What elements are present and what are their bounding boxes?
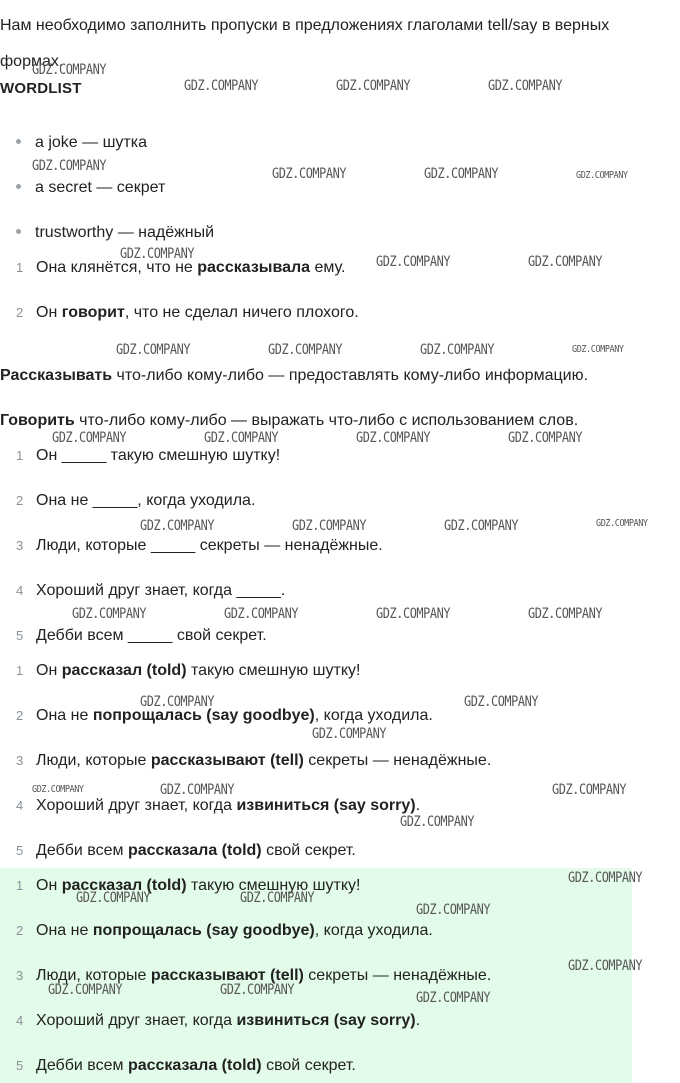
watermark-text: GDZ.COMPANY xyxy=(116,342,191,358)
highlighted-answer-row: 2 Она не попрощалась (say goodbye), когда уходила. xyxy=(16,922,433,939)
watermark-text: GDZ.COMPANY xyxy=(76,890,151,906)
watermark-text: GDZ.COMPANY xyxy=(120,246,195,262)
answer-row: 2 Она не попрощалась (say goodbye), когда уходила. xyxy=(16,707,433,724)
watermark-text: GDZ.COMPANY xyxy=(400,814,475,830)
task-row: 2 Она не _____, когда уходила. xyxy=(16,492,256,509)
watermark-text: GDZ.COMPANY xyxy=(220,982,295,998)
watermark-text: GDZ.COMPANY xyxy=(552,782,627,798)
watermark-text: GDZ.COMPANY xyxy=(32,62,107,78)
answer-row: 3 Люди, которые рассказывают (tell) секреты — ненадёжные. xyxy=(16,752,492,769)
watermark-text: GDZ.COMPANY xyxy=(572,344,624,355)
watermark-text: GDZ.COMPANY xyxy=(424,166,499,182)
watermark-text: GDZ.COMPANY xyxy=(272,166,347,182)
watermark-text: GDZ.COMPANY xyxy=(420,342,495,358)
watermark-text: GDZ.COMPANY xyxy=(356,430,431,446)
watermark-text: GDZ.COMPANY xyxy=(596,518,648,529)
watermark-text: GDZ.COMPANY xyxy=(568,958,643,974)
watermark-text: GDZ.COMPANY xyxy=(576,170,628,181)
watermark-text: GDZ.COMPANY xyxy=(416,902,491,918)
watermark-text: GDZ.COMPANY xyxy=(48,982,123,998)
watermark-text: GDZ.COMPANY xyxy=(488,78,563,94)
highlighted-answer-row: 4 Хороший друг знает, когда извиниться (say sorry). xyxy=(16,1012,421,1029)
watermark-text: GDZ.COMPANY xyxy=(336,78,411,94)
watermark-text: GDZ.COMPANY xyxy=(376,254,451,270)
watermark-text: GDZ.COMPANY xyxy=(292,518,367,534)
watermark-text: GDZ.COMPANY xyxy=(416,990,491,1006)
answer-row: 1 Он рассказал (told) такую смешную шутку! xyxy=(16,662,361,679)
highlighted-answer-row: 1 Он рассказал (told) такую смешную шутку! xyxy=(16,877,361,894)
watermark-text: GDZ.COMPANY xyxy=(140,694,215,710)
watermark-text: GDZ.COMPANY xyxy=(508,430,583,446)
wordlist-title: WORDLIST xyxy=(0,80,82,97)
watermark-text: GDZ.COMPANY xyxy=(32,158,107,174)
task-row: 1 Он _____ такую смешную шутку! xyxy=(16,447,281,464)
example-row: 1 Она клянётся, что не рассказывала ему. xyxy=(16,259,346,276)
watermark-text: GDZ.COMPANY xyxy=(52,430,127,446)
example-row: 2 Он говорит, что не сделал ничего плохого. xyxy=(16,304,359,321)
watermark-text: GDZ.COMPANY xyxy=(464,694,539,710)
wordlist-item: a secret — секрет xyxy=(16,179,165,197)
wordlist-item: a joke — шутка xyxy=(16,134,147,152)
definition: Говорить что-либо кому-либо — выражать что-либо с использованием слов. xyxy=(0,412,579,429)
task-row: 3 Люди, которые _____ секреты — ненадёжные. xyxy=(16,537,383,554)
watermark-text: GDZ.COMPANY xyxy=(224,606,299,622)
watermark-text: GDZ.COMPANY xyxy=(528,606,603,622)
watermark-text: GDZ.COMPANY xyxy=(72,606,147,622)
wordlist-item: trustworthy — надёжный xyxy=(16,224,214,242)
highlighted-answer-row: 3 Люди, которые рассказывают (tell) секреты — ненадёжные. xyxy=(16,967,492,984)
highlighted-answer-row: 5 Дебби всем рассказала (told) свой секрет. xyxy=(16,1057,356,1074)
watermark-text: GDZ.COMPANY xyxy=(312,726,387,742)
bullet-icon xyxy=(16,184,21,189)
watermark-text: GDZ.COMPANY xyxy=(140,518,215,534)
watermark-text: GDZ.COMPANY xyxy=(160,782,235,798)
watermark-text: GDZ.COMPANY xyxy=(32,784,84,795)
bullet-icon xyxy=(16,229,21,234)
bullet-icon xyxy=(16,139,21,144)
answer-row: 4 Хороший друг знает, когда извиниться (say sorry). xyxy=(16,797,421,814)
intro-text: Нам необходимо заполнить пропуски в предложениях глаголами tell/say в верных формах. xyxy=(0,17,610,70)
answer-row: 5 Дебби всем рассказала (told) свой секрет. xyxy=(16,842,356,859)
watermark-text: GDZ.COMPANY xyxy=(528,254,603,270)
task-row: 5 Дебби всем _____ свой секрет. xyxy=(16,627,267,644)
watermark-text: GDZ.COMPANY xyxy=(268,342,343,358)
task-row: 4 Хороший друг знает, когда _____. xyxy=(16,582,286,599)
watermark-text: GDZ.COMPANY xyxy=(184,78,259,94)
watermark-text: GDZ.COMPANY xyxy=(376,606,451,622)
watermark-text: GDZ.COMPANY xyxy=(204,430,279,446)
watermark-text: GDZ.COMPANY xyxy=(568,870,643,886)
definition: Рассказывать что-либо кому-либо — предоставлять кому-либо информацию. xyxy=(0,367,589,384)
watermark-text: GDZ.COMPANY xyxy=(444,518,519,534)
watermark-text: GDZ.COMPANY xyxy=(240,890,315,906)
